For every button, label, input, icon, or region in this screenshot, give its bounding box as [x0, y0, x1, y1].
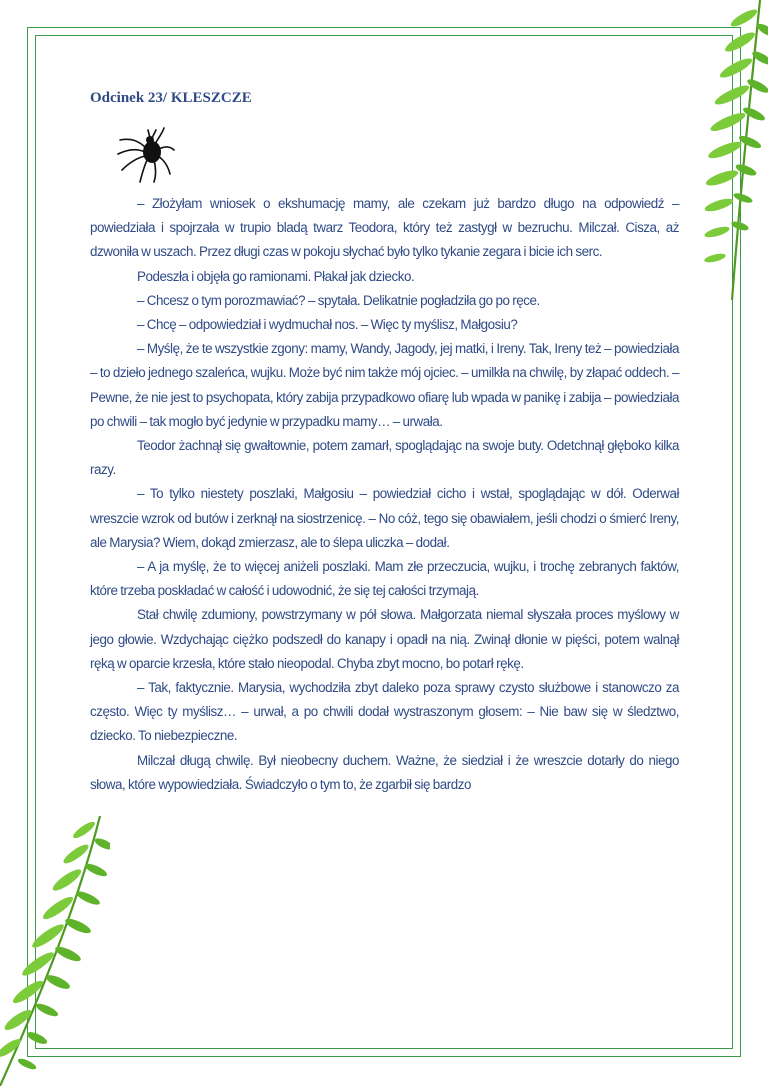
- paragraph: – Tak, faktycznie. Marysia, wychodziła zbyt daleko poza sprawy czysto służbowe i stanowczo za często. Więc ty myślisz… – urwał, a po chwili dodał wystraszonym głosem: – Nie baw się w śledztwo, dziecko. To niebezpieczne.: [90, 680, 679, 744]
- paragraph: Podeszła i objęła go ramionami. Płakał jak dziecko.: [137, 268, 415, 284]
- chapter-title: Odcinek 23/ KLESZCZE: [90, 90, 252, 106]
- tick-insect-icon: [114, 124, 176, 186]
- paragraph: – A ja myślę, że to więcej aniżeli poszlaki. Mam złe przeczucia, wujku, i trochę zebranych faktów, które trzeba poskładać w całość i udowodnić, że się tej całości trzymają.: [90, 559, 679, 599]
- paragraph: – Chcesz o tym porozmawiać? – spytała. Delikatnie pogładziła go po ręce.: [137, 292, 540, 308]
- paragraph: Milczał długą chwilę. Był nieobecny duchem. Ważne, że siedział i że wreszcie dotarły do niego słowa, które wypowiedziała. Świadczyło o tym to, że zgarbił się bardzo: [90, 752, 679, 792]
- paragraph: – Złożyłam wniosek o ekshumację mamy, ale czekam już bardzo długo na odpowiedź – powiedziała i spojrzała w trupio bladą twarz Teodora, który też zastygł w bezruchu. Milczał. Cisza, aż dzwoniła w uszach. Przez długi czas w pokoju słychać było tylko tykanie zegara i bicie ich serc.: [90, 196, 679, 260]
- paragraph: Stał chwilę zdumiony, powstrzymany w pół słowa. Małgorzata niemal słyszała proces myślowy w jego głowie. Wzdychając ciężko podszedł do kanapy i opadł na nią. Zwinął dłonie w pięści, potem walnął ręką w oparcie krzesła, które stało nieopodal. Chyba zbyt mocno, bo potarł rękę.: [90, 607, 679, 671]
- paragraph: Teodor żachnął się gwałtownie, potem zamarł, spoglądając na swoje buty. Odetchnął głęboko kilka razy.: [90, 438, 679, 478]
- paragraph: – To tylko niestety poszlaki, Małgosiu – powiedział cicho i wstał, spoglądając w dół. Oderwał wreszcie wzrok od butów i zerknął na siostrzenicę. – No cóż, tego się obawiałem, jeśli chodzi o śmierć Ireny, ale Marysia? Wiem, dokąd zmierzasz, ale to ślepa uliczka – dodał.: [90, 486, 679, 550]
- paragraph: – Myślę, że te wszystkie zgony: mamy, Wandy, Jagody, jej matki, i Ireny. Tak, Ireny też – powiedziała – to dzieło jednego szaleńca, wujku. Może być nim także mój ojciec. – umilkła na chwilę, by złapać oddech. – Pewne, że nie jest to psychopata, który zabija przypadkowo ofiarę lub wpada w panikę i zabija – powiedziała po chwili – tak mogło być jedynie w przypadku mamy… – urwała.: [90, 341, 679, 429]
- paragraph: – Chcę – odpowiedział i wydmuchał nos. – Więc ty myślisz, Małgosiu?: [137, 317, 518, 333]
- story-body: [90, 192, 679, 797]
